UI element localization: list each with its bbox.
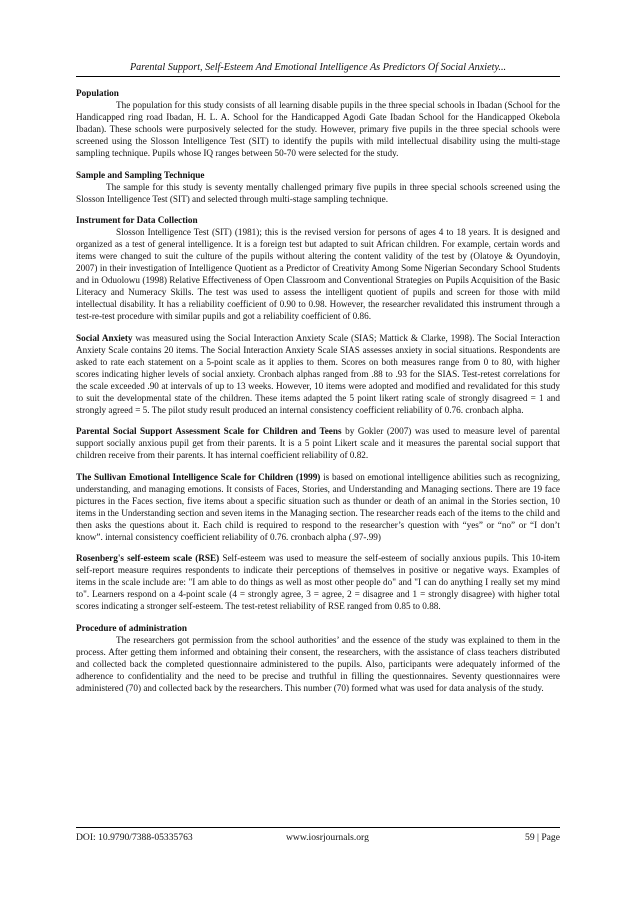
journal-website-link[interactable]: www.iosrjournals.org — [286, 832, 369, 843]
page-number: 59 | Page — [525, 832, 560, 843]
paragraph — [76, 425, 560, 461]
section-heading: Sample and Sampling Technique — [76, 169, 205, 180]
running-header: Parental Support, Self-Esteem And Emotional Intelligence As Predictors Of Social Anxiety... — [76, 62, 560, 77]
paragraph: The researchers got permission from the school authorities’ and the essence of the study was explained to them in the process. After getting them informed and obtaining their consent, the researchers, with the assistance of class teachers distributed and collected back the completed questionnaire administered to the pupils. Also, participants were adequately informed of the adherence to confidentiality and the need to be precise and truthful in filling the questionnaires. Seventy questionnaires were administered (70) and collected back by the researchers. This number (70) formed what was used for data analysis of the study. — [76, 634, 560, 693]
page — [76, 62, 560, 703]
paragraph-text: by Gokler (2007) was used to measure level of parental support socially anxious pupil get from their parents. It is a 5 point Likert scale and it measures the parental social support that children receive from their parents. It has internal coefficient reliability of 0.82. — [76, 426, 561, 460]
section-sampling — [76, 169, 560, 205]
section-instrument — [76, 214, 560, 322]
section-procedure — [76, 622, 560, 694]
paragraph-text: was measured using the Social Interaction Anxiety Scale (SIAS; Mattick & Clarke, 1998). The Social Interaction Anxiety Scale contains 20 items. The Social Interaction Anxiety Scale SIAS assesses anxiety in social situations. Respondents are asked to rate each statement on a 5-point scale as it applies to them. Scores on both measures range from 0 to 80, with higher scores indicating higher levels of social anxiety. Cronbach alphas ranged from .88 to .93 for the SIAS. Test-retest correlations for the scale exceeded .90 at intervals of up to 13 weeks. However, 10 items were adopted and modified and revalidated for this study to suit the developmental state of the children. These items adapted the 5 point likert rating scale of strongly disagreed = 1 and strongly agreed = 5. The pilot study result produced an internal consistency coefficient reliability of 0.76. cronbach alpha. — [76, 332, 560, 415]
section-social-anxiety — [76, 332, 560, 416]
article-body — [76, 87, 560, 694]
paragraph-text: Self-esteem was used to measure the self-esteem of socially anxious pupils. This 10-item self-report measure requires respondents to indicate their perceptions of themselves in positive or negative ways. Examples of items in the scale include are: "I am able to do things as well as most other people do" and "I can do anything I really set my mind to". Learners respond on a 4-point scale (4 = strongly agree, 3 = agree, 2 = disagree and 1 = strongly disagree) with higher total scores indicating a stronger self-esteem. The test-retest reliability of RSE ranged from 0.85 to 0.88. — [76, 553, 560, 611]
section-heading: Population — [76, 88, 119, 98]
section-parental-support — [76, 425, 560, 461]
run-in-heading: Social Anxiety — [76, 332, 133, 343]
section-emotional-intelligence — [76, 471, 560, 543]
run-in-heading: Parental Social Support Assessment Scale for Children and Teens — [76, 426, 342, 436]
page-footer — [76, 827, 560, 843]
paragraph — [76, 552, 560, 612]
paragraph: The population for this study consists of all learning disable pupils in the three special schools in Ibadan (School for the Handicapped ring road Ibadan, H. L. A. School for the Handicapped Agodi Gate Ibadan School for the Handicapped Okebola Ibadan). These schools were purposively selected for the study. However, primary five pupils in the three special schools were screened using the Slosson Intelligence Test (SIT) to identify the pupils with mild intellectual disability using the multi-stage sampling technique. Pupils whose IQ ranges between 50-70 were selected for the study. — [76, 100, 560, 158]
paragraph: The sample for this study is seventy mentally challenged primary five pupils in three special schools screened using the Slosson Intelligence Test (SIT) and selected through multi-stage sampling technique. — [76, 181, 560, 204]
run-in-heading: The Sullivan Emotional Intelligence Scale for Children (1999) — [76, 471, 321, 482]
paragraph — [76, 471, 560, 543]
section-population — [76, 87, 560, 159]
paragraph-text: is based on emotional intelligence abilities such as recognizing, understanding, and managing emotions. It consists of Faces, Stories, and Understanding and Managing sections. There are 19 face pictures in the Faces section, five items about a specific situation such as thunder or death of an animal in the Stories section, 10 items in the Understanding section and seven items in the Managing section. The researcher reads each of the items to the child and then asks the questions about it. Each child is required to respond to the researcher’s question with “yes” or “no” or “I don’t know”. internal consistency coefficient reliability of 0.76. cronbach alpha (.97-.99) — [76, 471, 560, 542]
paragraph — [76, 332, 560, 416]
run-in-heading: Rosenberg's self-esteem scale (RSE) — [76, 553, 220, 563]
paragraph: Slosson Intelligence Test (SIT) (1981); this is the revised version for persons of ages 4 to 18 years. It is designed and organized as a test of general intelligence. It is a foreign test but adapted to suit African children. For example, certain words and items were changed to suit the culture of the pupils without altering the content validity of the test by (Olatoye & Oyundoyin, 2007) in their investigation of Intelligence Quotient as a Predictor of Creativity Among Some Nigerian Secondary School Students and in Oduolowu (1998) Relative Effectiveness of Open Classroom and Conventional Strategies on Pupils Acquisition of the Basic Literacy and Numeracy Skills. The test was used to assess the intelligent quotient of pupils and screen for those with mild intellectual disability. It has a reliability coefficient of 0.90 to 0.98. However, the researcher revalidated this instrument through a test-re-test procedure with similar pupils and got a reliability coefficient of 0.86. — [76, 227, 560, 321]
doi-label: DOI: 10.9790/7388-05335763 — [76, 832, 193, 843]
section-self-esteem — [76, 552, 560, 612]
section-heading: Instrument for Data Collection — [76, 215, 198, 225]
section-heading: Procedure of administration — [76, 622, 187, 633]
